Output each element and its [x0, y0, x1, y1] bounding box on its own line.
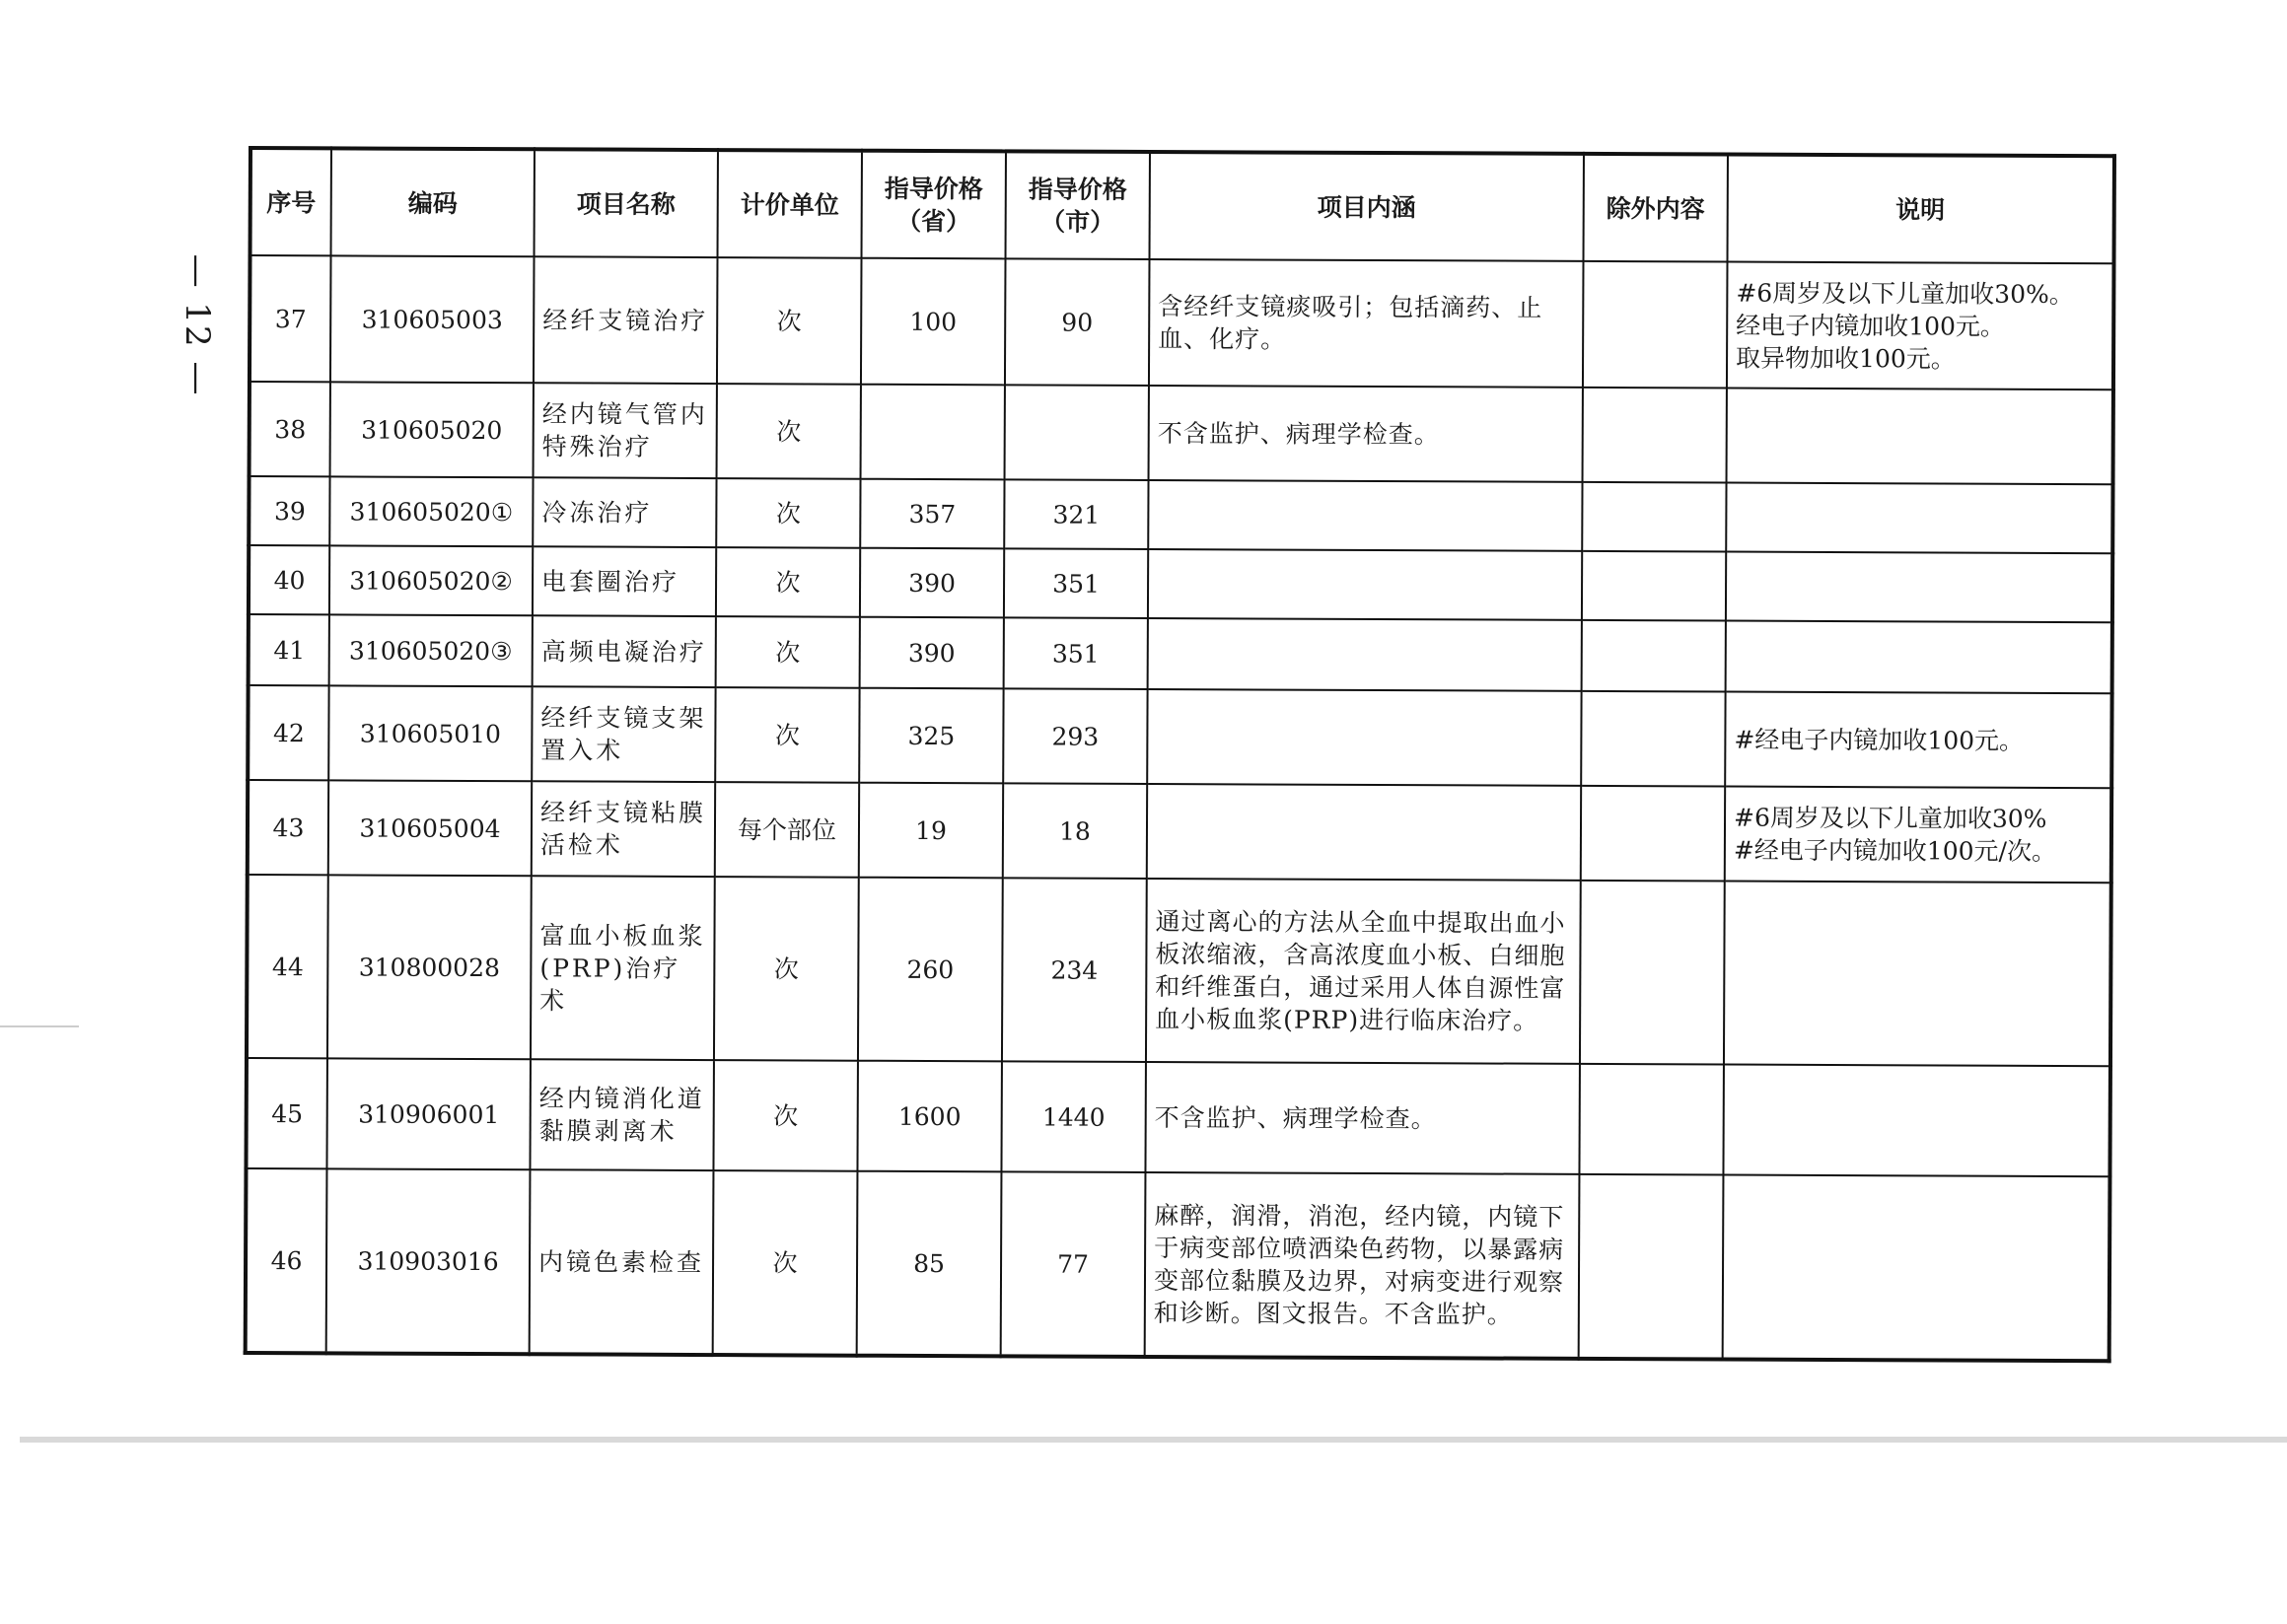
note-line: 取异物加收100元。 [1736, 343, 1956, 374]
cell-notes [1726, 621, 2112, 694]
cell-seq: 40 [249, 545, 329, 614]
table-row [248, 685, 2111, 788]
header-price-province: 指导价格（省） [862, 151, 1006, 259]
cell-content [1148, 549, 1582, 620]
cell-seq: 44 [247, 875, 328, 1058]
cell-code: 310605020③ [329, 614, 533, 686]
cell-price-province [861, 385, 1005, 480]
cell-seq: 43 [248, 780, 328, 875]
header-price-city: 指导价格（市） [1006, 151, 1150, 259]
cell-content: 通过离心的方法从全血中提取出血小板浓缩液，含高浓度血小板、白细胞和纤维蛋白，通过采用人体自源性富血小板血浆(PRP)进行临床治疗。 [1146, 879, 1581, 1064]
table-row [246, 1168, 2110, 1361]
cell-seq: 45 [246, 1058, 326, 1168]
cell-name: 经内镜气管内特殊治疗 [534, 383, 717, 478]
cell-exclusions [1582, 620, 1726, 692]
cell-name: 高频电凝治疗 [533, 615, 716, 687]
cell-price-province: 325 [859, 688, 1003, 784]
note-line: 经电子内镜加收100元。 [1736, 311, 2006, 341]
header-exclusions: 除外内容 [1584, 154, 1728, 262]
cell-code: 310605020① [329, 476, 533, 546]
cell-content [1148, 480, 1582, 551]
header-notes: 说明 [1728, 155, 2114, 264]
table-row [249, 545, 2112, 622]
cell-unit: 次 [713, 1170, 858, 1356]
cell-notes [1726, 483, 2112, 554]
cell-notes [1725, 692, 2111, 789]
cell-code: 310605004 [328, 780, 532, 876]
cell-price-city [1005, 385, 1149, 480]
cell-notes [1727, 388, 2113, 485]
cell-price-province: 390 [860, 617, 1004, 689]
scan-artifact-line [20, 1437, 2287, 1443]
cell-content: 不含监护、病理学检查。 [1145, 1062, 1579, 1174]
header-content: 项目内涵 [1150, 152, 1584, 261]
cell-exclusions [1582, 551, 1726, 621]
cell-seq: 41 [249, 614, 329, 685]
cell-price-city: 351 [1004, 617, 1148, 689]
header-name: 项目名称 [535, 149, 718, 257]
header-code: 编码 [331, 148, 535, 256]
cell-price-city: 90 [1005, 258, 1150, 386]
cell-name: 内镜色素检查 [530, 1169, 714, 1355]
cell-unit: 次 [716, 547, 860, 617]
cell-notes [1724, 882, 2111, 1067]
note-line: #经电子内镜加收100元/次。 [1733, 835, 2057, 867]
cell-code: 310903016 [326, 1168, 531, 1354]
cell-price-province: 85 [857, 1171, 1002, 1357]
fee-table [244, 146, 2116, 1363]
note-line: #6周岁及以下儿童加收30%。 [1736, 278, 2074, 309]
cell-unit: 每个部位 [715, 782, 859, 878]
cell-code: 310800028 [327, 875, 532, 1059]
cell-exclusions [1582, 482, 1726, 552]
cell-content [1147, 784, 1581, 881]
cell-content: 不含监护、病理学检查。 [1149, 386, 1583, 482]
cell-exclusions [1579, 1174, 1724, 1360]
cell-seq: 37 [250, 255, 331, 382]
cell-content: 麻醉，润滑，消泡，经内镜，内镜下于病变部位喷洒染色药物，以暴露病变部位黏膜及边界，对病变进行观察和诊断。图文报告。不含监护。 [1145, 1172, 1580, 1359]
cell-price-city: 351 [1004, 548, 1148, 618]
cell-exclusions [1579, 1064, 1723, 1175]
cell-content [1147, 689, 1581, 786]
table-row [247, 875, 2111, 1066]
cell-price-city: 1440 [1001, 1061, 1145, 1172]
cell-seq: 46 [246, 1168, 327, 1353]
cell-exclusions [1583, 388, 1727, 483]
cell-name: 经纤支镜支架置入术 [532, 686, 715, 782]
cell-seq: 38 [250, 382, 330, 476]
cell-code: 310605003 [330, 255, 535, 383]
cell-price-city: 77 [1001, 1171, 1146, 1357]
cell-exclusions [1583, 261, 1728, 388]
cell-name: 电套圈治疗 [533, 546, 716, 616]
cell-name: 经纤支镜治疗 [534, 256, 718, 384]
cell-exclusions [1581, 691, 1725, 787]
cell-price-province: 1600 [857, 1061, 1001, 1172]
cell-code: 310605010 [328, 685, 532, 781]
cell-name: 经内镜消化道黏膜剥离术 [530, 1059, 713, 1170]
table-row [250, 255, 2114, 389]
cell-name: 冷冻治疗 [533, 477, 716, 547]
cell-unit: 次 [717, 257, 862, 385]
cell-seq: 42 [248, 685, 328, 780]
cell-unit: 次 [714, 877, 859, 1061]
scan-artifact-line [0, 1025, 79, 1027]
cell-notes [1726, 552, 2112, 623]
cell-unit: 次 [717, 384, 861, 479]
cell-unit: 次 [716, 478, 860, 548]
cell-code: 310906001 [326, 1058, 530, 1169]
cell-price-city: 293 [1003, 688, 1147, 784]
table-row [246, 1058, 2109, 1176]
table-row [248, 780, 2111, 883]
cell-notes [1725, 787, 2111, 883]
cell-seq: 39 [249, 476, 329, 545]
cell-notes [1723, 1175, 2110, 1362]
cell-price-province: 260 [858, 878, 1003, 1062]
cell-name: 经纤支镜粘膜活检术 [532, 781, 715, 877]
cell-exclusions [1581, 786, 1725, 882]
cell-unit: 次 [716, 616, 860, 688]
cell-content: 含经纤支镜痰吸引；包括滴药、止血、化疗。 [1149, 259, 1584, 388]
note-line: #经电子内镜加收100元。 [1734, 725, 2025, 755]
cell-price-city: 18 [1003, 783, 1147, 879]
table-row [249, 614, 2112, 693]
cell-notes [1727, 262, 2114, 390]
cell-price-province: 19 [859, 783, 1003, 879]
cell-price-province: 390 [860, 548, 1004, 618]
table-header-row [250, 148, 2114, 263]
cell-unit: 次 [715, 687, 859, 783]
cell-notes [1723, 1065, 2109, 1177]
table-row [250, 382, 2113, 484]
table-row [249, 476, 2112, 553]
cell-price-city: 321 [1004, 479, 1148, 549]
cell-code: 310605020 [330, 382, 534, 477]
cell-exclusions [1580, 881, 1725, 1065]
cell-code: 310605020② [329, 545, 533, 615]
cell-price-city: 234 [1002, 878, 1147, 1062]
cell-price-province: 100 [861, 258, 1006, 386]
cell-name: 富血小板血浆(PRP)治疗术 [531, 876, 715, 1060]
header-seq: 序号 [250, 148, 331, 255]
page-number: — 12 — [178, 253, 217, 397]
cell-price-province: 357 [860, 479, 1004, 549]
header-unit: 计价单位 [718, 150, 862, 258]
note-line: #6周岁及以下儿童加收30% [1733, 803, 2047, 833]
cell-unit: 次 [713, 1060, 857, 1171]
cell-content [1148, 618, 1582, 691]
